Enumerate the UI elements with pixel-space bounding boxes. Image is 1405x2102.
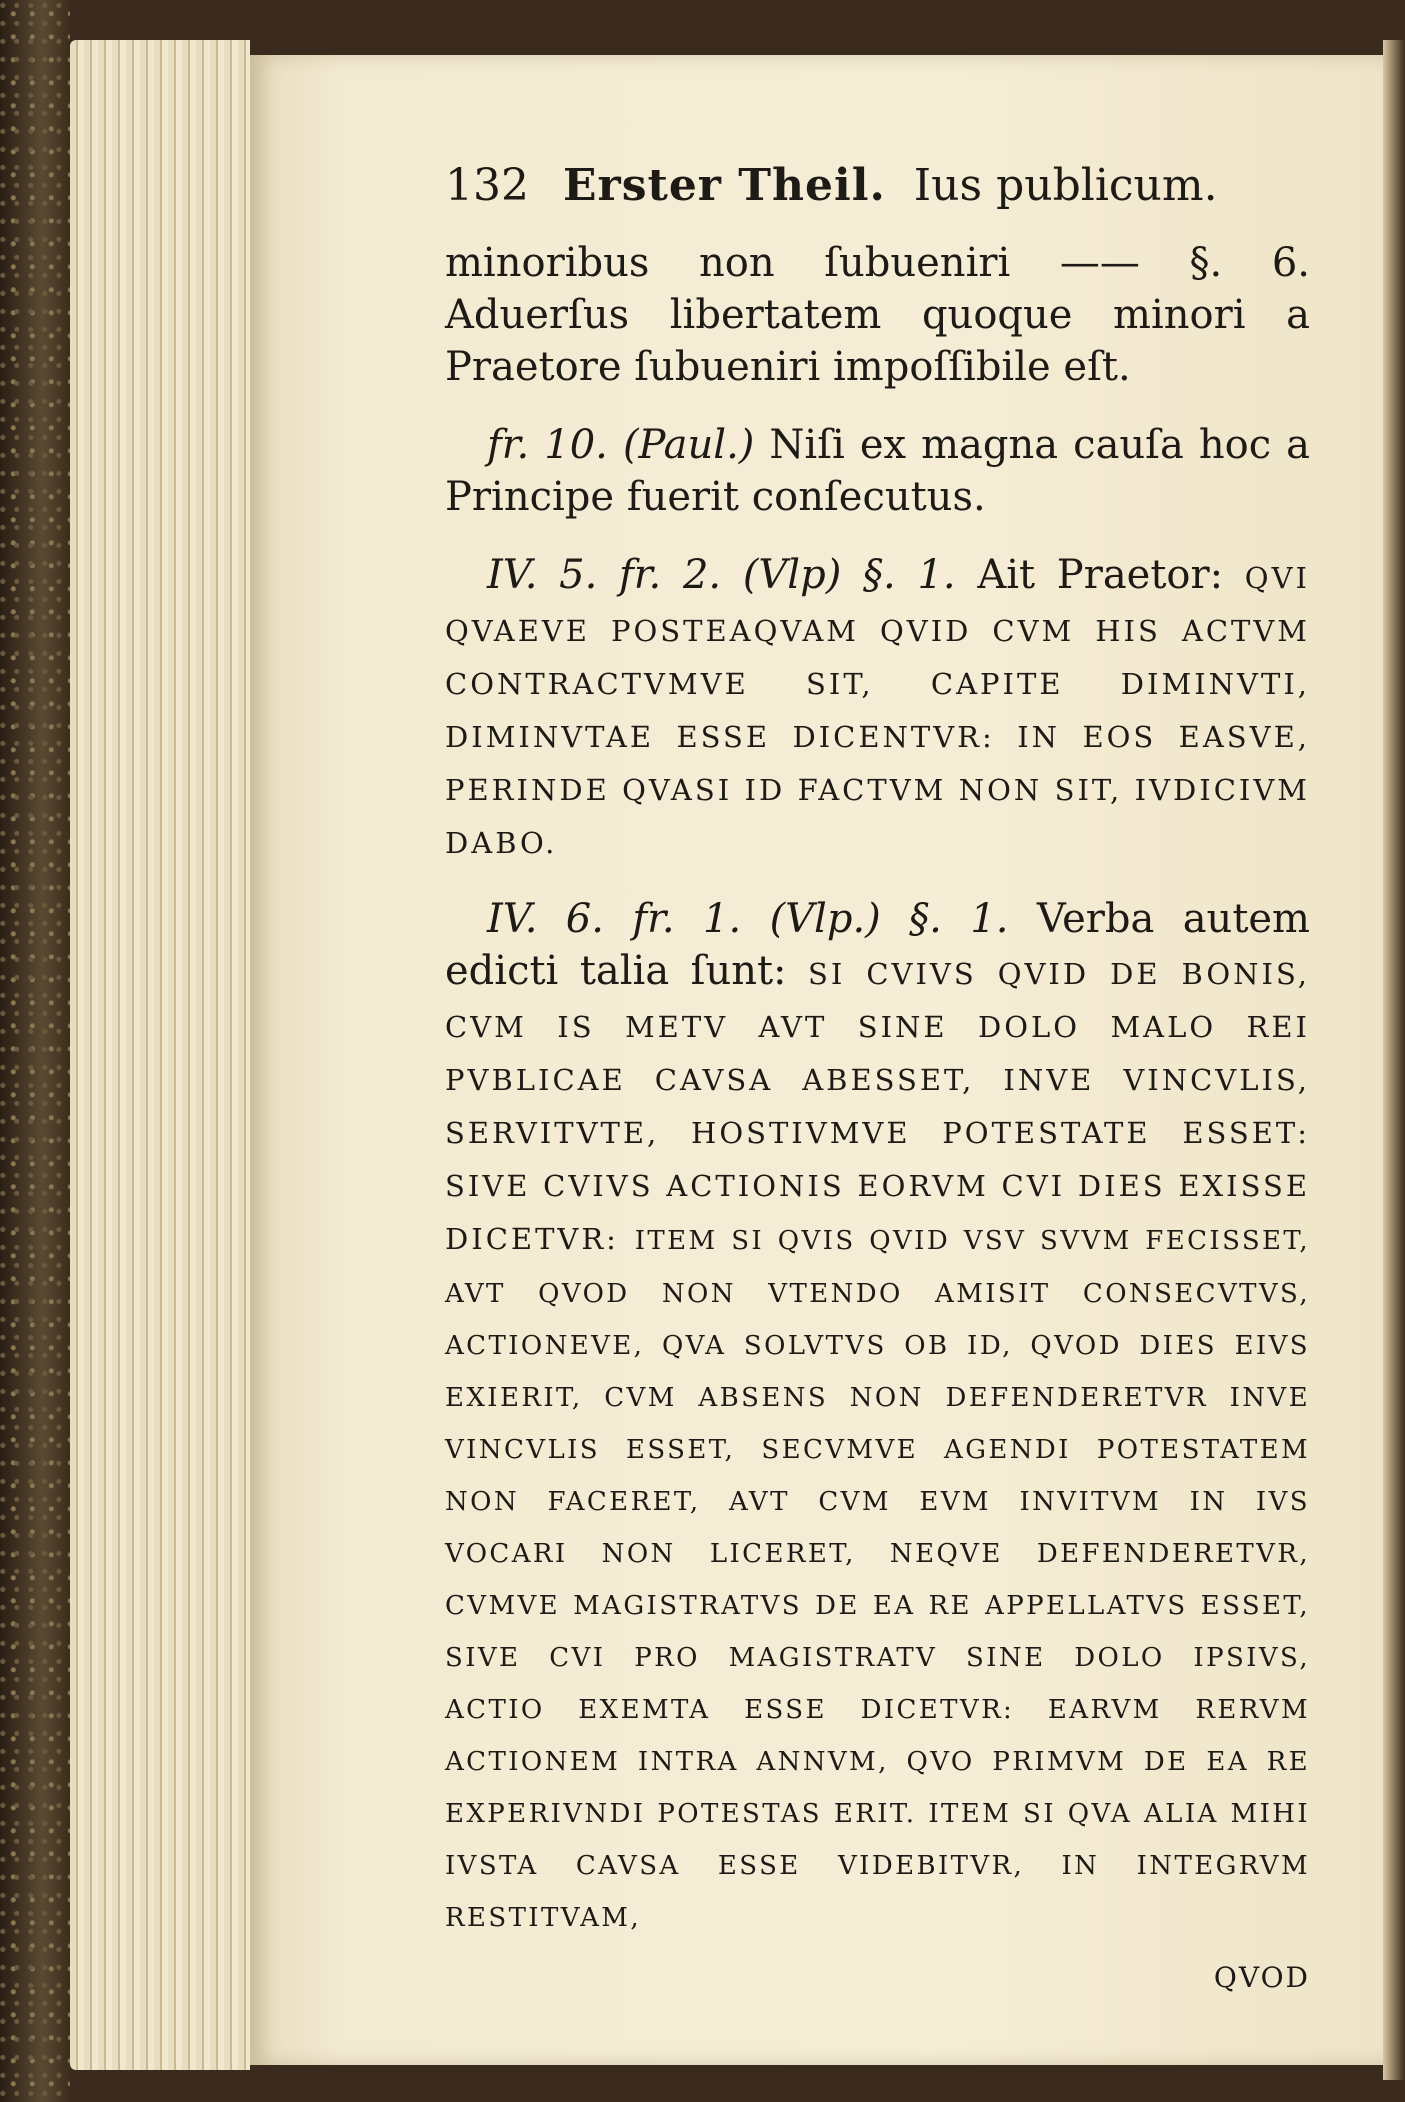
paragraph-text: Niſi ex magna cauſa hoc a Principe fuerit conſecutus.	[445, 422, 1310, 520]
paragraph-4	[445, 893, 1310, 1939]
paragraph-1: minoribus non ſubueniri —— §. 6. Aduerſus libertatem quoque minori a Praetore ſubueniri impoſſibile eſt.	[445, 240, 1310, 390]
edict-text: SI CVIVS QVID DE BONIS, CVM IS METV AVT SINE DOLO MALO REI PVBLICAE CAVSA ABESSET, INVE VINCVLIS, SERVITVTE, HOSTIVMVE POTESTATE ESSET: SIVE CVIVS ACTIONIS EORVM CVI DIES EXISSE DICETVR:	[445, 957, 1311, 1256]
citation-ref: fr. 10. (Paul.)	[487, 422, 755, 468]
book-spine-shadow	[1383, 40, 1405, 2080]
page-number: 132	[445, 160, 529, 211]
citation-ref: IV. 5. fr. 2. (Vlp) §. 1.	[487, 552, 956, 598]
book-cover-edge	[0, 0, 70, 2102]
paragraph-text: Ait Praetor:	[955, 552, 1245, 598]
page-title: Ius publicum.	[913, 160, 1218, 211]
section-label: Erster Theil.	[563, 160, 886, 211]
page-edges	[70, 40, 250, 2070]
paragraph-2	[445, 419, 1310, 523]
paragraph-text: Verba autem edicti talia ſunt:	[445, 896, 1310, 994]
paragraph-3	[445, 549, 1310, 867]
edict-text: QVI QVAEVE POSTEAQVAM QVID CVM HIS ACTVM CONTRACTVMVE SIT, CAPITE DIMINVTI, DIMINVTAE ESSE DICENTVR: IN EOS EASVE, PERINDE QVASI ID FACTVM NON SIT, IVDICIVM DABO.	[445, 561, 1310, 860]
edict-text-continued: ITEM SI QVIS QVID VSV SVVM FECISSET, AVT QVOD NON VTENDO AMISIT CONSECVTVS, ACTIONEVE, QVA SOLVTVS OB ID, QVOD DIES EIVS EXIERIT, CVM ABSENS NON DEFENDERETVR INVE VINCVLIS ESSET, SECVMVE AGENDI POTESTATEM NON FACERET, AVT CVM EVM INVITVM IN IVS VOCARI NON LICERET, NEQVE DEFENDERETVR, CVMVE MAGISTRATVS DE EA RE APPELLATVS ESSET, SIVE CVI PRO MAGISTRATV SINE DOLO IPSIVS, ACTIO EXEMTA ESSE DICETVR: EARVM RERVM ACTIONEM INTRA ANNVM, QVO PRIMVM DE EA RE EXPERIVNDI POTESTAS ERIT. ITEM SI QVA ALIA MIHI IVSTA CAVSA ESSE VIDEBITVR, IN INTEGRVM RESTITVAM,	[445, 1226, 1310, 1933]
page-content	[445, 160, 1310, 1994]
running-header	[445, 160, 1310, 211]
citation-ref: IV. 6. fr. 1. (Vlp.) §. 1.	[487, 896, 1009, 942]
catchword: QVOD	[1213, 1961, 1310, 1994]
